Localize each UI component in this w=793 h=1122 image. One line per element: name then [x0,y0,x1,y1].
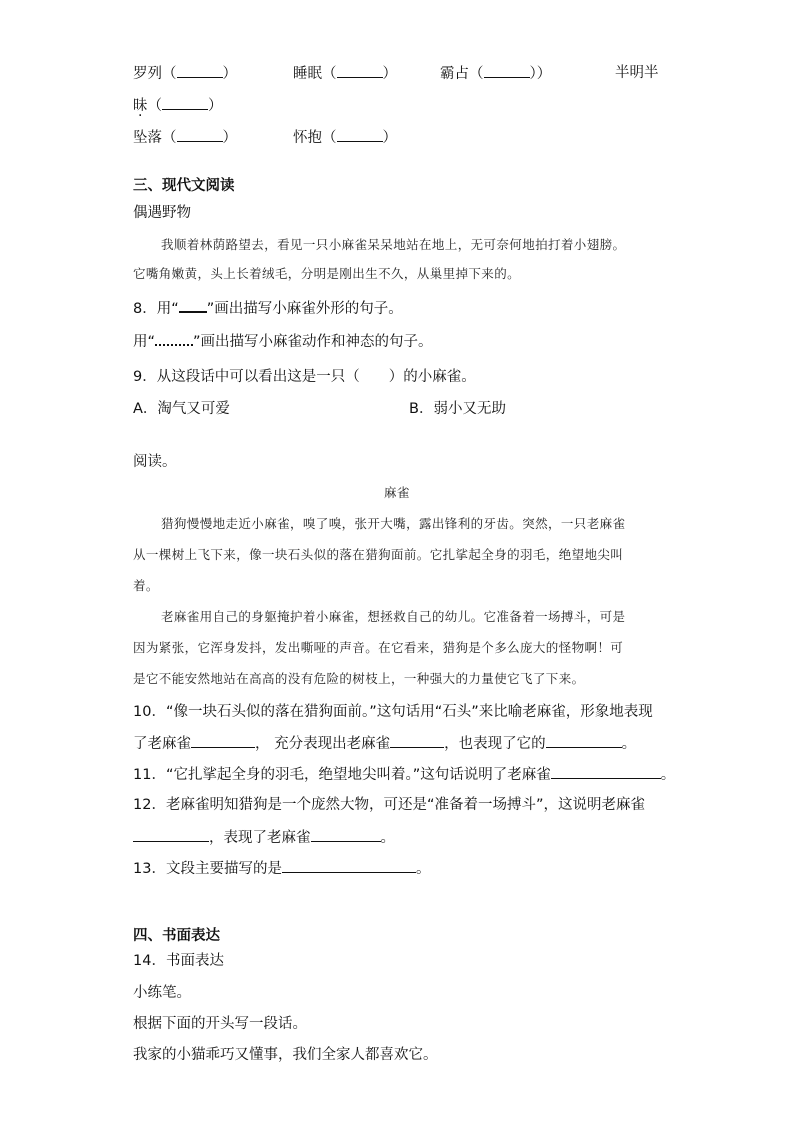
section-heading: 四、书面表达 [133,928,220,944]
answer-blank[interactable] [311,827,381,842]
question-10: 10．“像一块石头似的落在猎狗面前。”这句话用“石头”来比喻老麻雀，形象地表现 [133,704,653,720]
word-item-banmingban: 半明半 [615,65,659,81]
word-item-huaibao: 怀抱（ ） [293,127,397,148]
answer-blank[interactable] [162,95,208,110]
passage-line: 猎狗慢慢地走近小麻雀，嗅了嗅，张开大嘴，露出锋利的牙齿。突然，一只老麻雀 [161,516,626,531]
word-item-luolie: 罗列（ ） [133,63,237,84]
passage-title: 麻雀 [384,485,410,500]
passage-line: 它嘴角嫩黄，头上长着绒毛，分明是刚出生不久，从巢里掉下来的。 [133,266,521,281]
question-8b: 用“ ”画出描写小麻雀动作和神态的句子。 [133,334,433,350]
wavy-underline-mark [155,338,193,346]
word-item-mei: 昧（ ） [133,95,223,116]
answer-blank[interactable] [177,63,223,78]
word-item-zhuiluo: 坠落（ ） [133,127,237,148]
passage-line: 老麻雀用自己的身躯掩护着小麻雀，想拯救自己的幼儿。它准备着一场搏斗，可是 [161,609,626,624]
answer-blank[interactable] [337,63,383,78]
answer-blank[interactable] [390,733,444,748]
question-9: 9．从这段话中可以看出这是一只（ ）的小麻雀。 [133,369,476,385]
section-heading: 三、现代文阅读 [133,178,235,194]
task-line: 小练笔。 [133,985,191,1001]
underline-mark [179,297,207,313]
question-14: 14．书面表达 [133,953,224,969]
answer-blank[interactable] [551,764,661,779]
answer-blank[interactable] [191,733,255,748]
word-label: 罗列（ [133,66,177,82]
word-label: 霸占（ [440,66,484,82]
word-item-bazhan: 霸占（ ）） [440,63,551,84]
passage-title: 偶遇野物 [133,205,191,221]
question-12-blanks: ，表现了老麻雀 。 [133,827,395,848]
question-10-blanks: 了老麻雀 ， 充分表现出老麻雀 ，也表现了它的 。 [133,733,636,754]
word-label: 昧 [133,98,148,114]
question-11: 11．“它扎挲起全身的羽毛，绝望地尖叫着。”这句话说明了老麻雀 。 [133,764,675,785]
question-8a: 8．用“ ”画出描写小麻雀外形的句子。 [133,297,403,319]
task-line: 根据下面的开头写一段话。 [133,1016,307,1032]
answer-blank[interactable] [282,858,416,873]
answer-blank[interactable] [337,127,383,142]
question-12: 12．老麻雀明知猎狗是一个庞然大物，可还是“准备着一场搏斗”，这说明老麻雀 [133,797,645,813]
question-13: 13．文段主要描写的是 。 [133,858,430,879]
reading-label: 阅读。 [133,454,177,470]
answer-blank[interactable] [546,733,622,748]
word-label: 坠落（ [133,130,177,146]
passage-line: 是它不能安然地站在高高的没有危险的树枝上，一种强大的力量使它飞了下来。 [133,671,585,686]
task-line: 我家的小猫乖巧又懂事，我们全家人都喜欢它。 [133,1047,438,1063]
passage-line: 从一棵树上飞下来，像一块石头似的落在猎狗面前。它扎挲起全身的羽毛，绝望地尖叫 [133,547,624,562]
answer-blank[interactable] [484,63,530,78]
answer-blank[interactable] [177,127,223,142]
option-b[interactable]: B．弱小又无助 [409,401,506,417]
passage-line: 着。 [133,578,159,593]
passage-line: 我顺着林荫路望去，看见一只小麻雀呆呆地站在地上，无可奈何地拍打着小翅膀。 [161,237,626,252]
word-label: 怀抱（ [293,130,337,146]
answer-blank[interactable] [133,827,209,842]
passage-line: 因为紧张，它浑身发抖，发出嘶哑的声音。在它看来，猎狗是个多么庞大的怪物啊！可 [133,640,624,655]
word-item-shuimian: 睡眠（ ） [293,63,397,84]
word-label: 睡眠（ [293,66,337,82]
option-a[interactable]: A．淘气又可爱 [133,401,230,417]
